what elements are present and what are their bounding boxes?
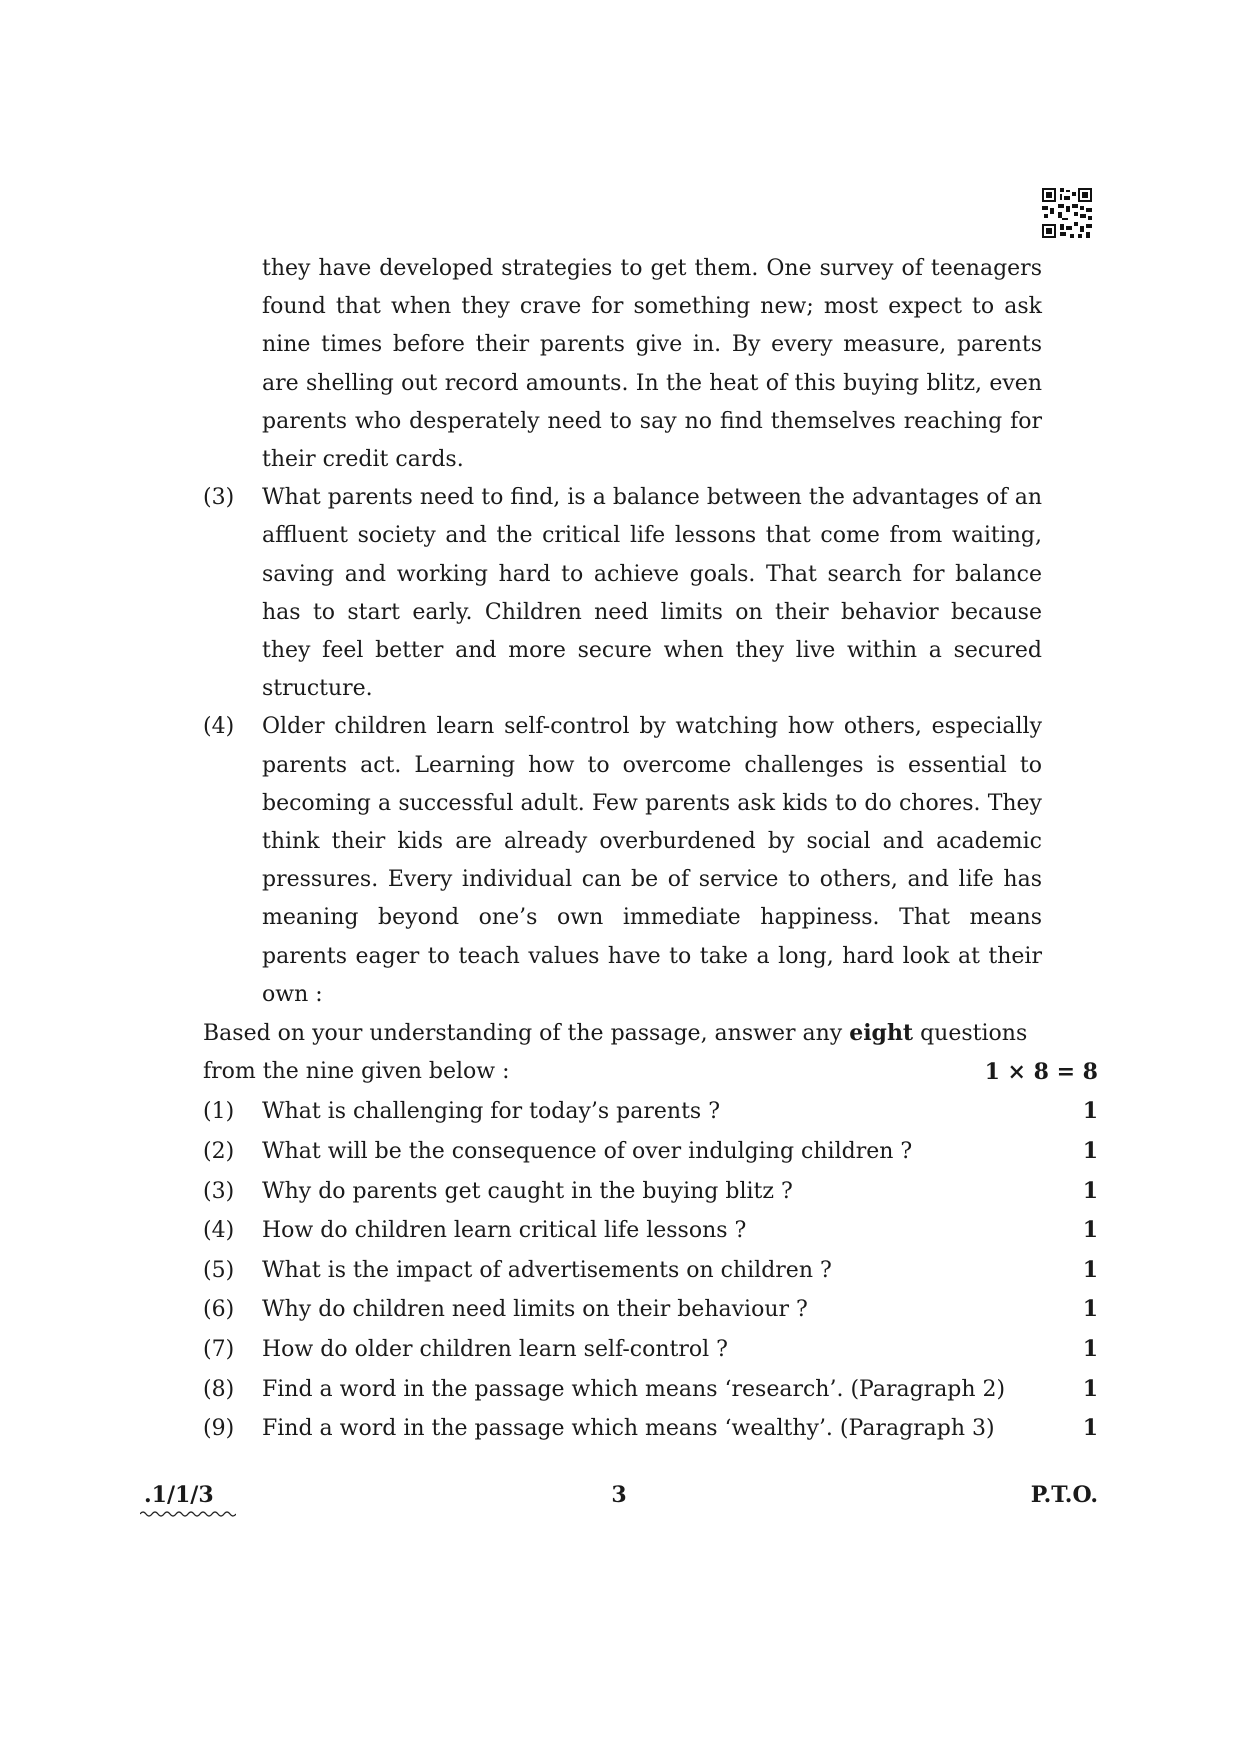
paragraph-text: What parents need to find, is a balance between the advantages of an affluent society and the critical life lessons that come from waiting, saving and working hard to achieve goals. That search for balance has to start early. Children need limits on their behavior because they feel better and more secure when they live within a secured structure. xyxy=(262,485,1042,702)
question-text: Why do children need limits on their behaviour ? xyxy=(262,1297,808,1323)
paragraph-number: (4) xyxy=(203,714,235,740)
question-row xyxy=(203,1172,1098,1212)
question-marks: 1 xyxy=(1082,1296,1098,1323)
question-marks: 1 xyxy=(1082,1138,1098,1165)
question-marks: 1 xyxy=(1082,1256,1098,1283)
paragraph-text: they have developed strategies to get them. One survey of teenagers found that when they crave for something new; most expect to ask nine times before their parents give in. By every measure, parents are shelling out record amounts. In the heat of this buying blitz, even parents who desperately need to say no find themselves reaching for their credit cards. xyxy=(262,256,1042,473)
question-row xyxy=(203,1330,1098,1370)
question-text: How do older children learn self-control ? xyxy=(262,1337,728,1363)
question-row xyxy=(203,1092,1098,1132)
question-number: (3) xyxy=(203,1178,235,1204)
paragraph-number: (3) xyxy=(203,485,235,511)
question-text: What will be the consequence of over indulging children ? xyxy=(262,1139,913,1165)
question-row xyxy=(203,1290,1098,1330)
passage-content xyxy=(203,250,1098,1449)
paper-code: .1/1/3 xyxy=(144,1482,214,1508)
question-number: (6) xyxy=(203,1297,235,1323)
question-marks: 1 xyxy=(1082,1098,1098,1125)
section-marks: 1 × 8 = 8 xyxy=(984,1059,1098,1086)
question-text: What is the impact of advertisements on children ? xyxy=(262,1257,832,1283)
passage-paragraph-continued xyxy=(262,250,1042,479)
question-instruction xyxy=(203,1014,1042,1053)
page-number: 3 xyxy=(611,1482,627,1508)
question-text: How do children learn critical life lessons ? xyxy=(262,1218,747,1244)
question-number: (9) xyxy=(203,1416,235,1442)
question-row xyxy=(203,1132,1098,1172)
question-row xyxy=(203,1370,1098,1410)
question-text: Find a word in the passage which means ‘research’. (Paragraph 2) xyxy=(262,1376,1006,1402)
question-text: Why do parents get caught in the buying blitz ? xyxy=(262,1178,793,1204)
question-number: (5) xyxy=(203,1257,235,1283)
question-marks: 1 xyxy=(1082,1336,1098,1363)
instruction-emphasis: eight xyxy=(849,1020,914,1047)
question-marks: 1 xyxy=(1082,1375,1098,1402)
passage-paragraph-4 xyxy=(203,708,1042,1014)
question-row xyxy=(203,1211,1098,1251)
question-text: Find a word in the passage which means ‘wealthy’. (Paragraph 3) xyxy=(262,1416,995,1442)
passage-paragraph-3 xyxy=(203,479,1042,708)
question-number: (8) xyxy=(203,1376,235,1402)
wavy-underline-icon xyxy=(140,1510,236,1518)
question-list xyxy=(203,1092,1098,1448)
instruction-text-last: from the nine given below : xyxy=(203,1059,510,1085)
pto-label: P.T.O. xyxy=(1030,1482,1098,1508)
paragraph-text: Older children learn self-control by watching how others, especially parents act. Learning how to overcome challenges is essential to becoming a successful adult. Few parents ask kids to do chores. They think their kids are already overburdened by social and academic pressures. Every individual can be of service to others, and life has meaning beyond one’s own immediate happiness. That means parents eager to teach values have to take a long, hard look at their own : xyxy=(262,714,1042,1007)
question-number: (2) xyxy=(203,1139,235,1165)
question-marks: 1 xyxy=(1082,1217,1098,1244)
instruction-last-line xyxy=(203,1053,1098,1091)
question-marks: 1 xyxy=(1082,1177,1098,1204)
question-number: (7) xyxy=(203,1337,235,1363)
question-row xyxy=(203,1251,1098,1291)
qr-code-icon xyxy=(1040,186,1094,240)
question-marks: 1 xyxy=(1082,1415,1098,1442)
question-number: (4) xyxy=(203,1218,235,1244)
question-row xyxy=(203,1409,1098,1449)
instruction-text-end: questions xyxy=(913,1021,1028,1047)
instruction-text-start: Based on your understanding of the passage, answer any xyxy=(203,1021,850,1047)
question-number: (1) xyxy=(203,1099,235,1125)
question-text: What is challenging for today’s parents ? xyxy=(262,1099,720,1125)
